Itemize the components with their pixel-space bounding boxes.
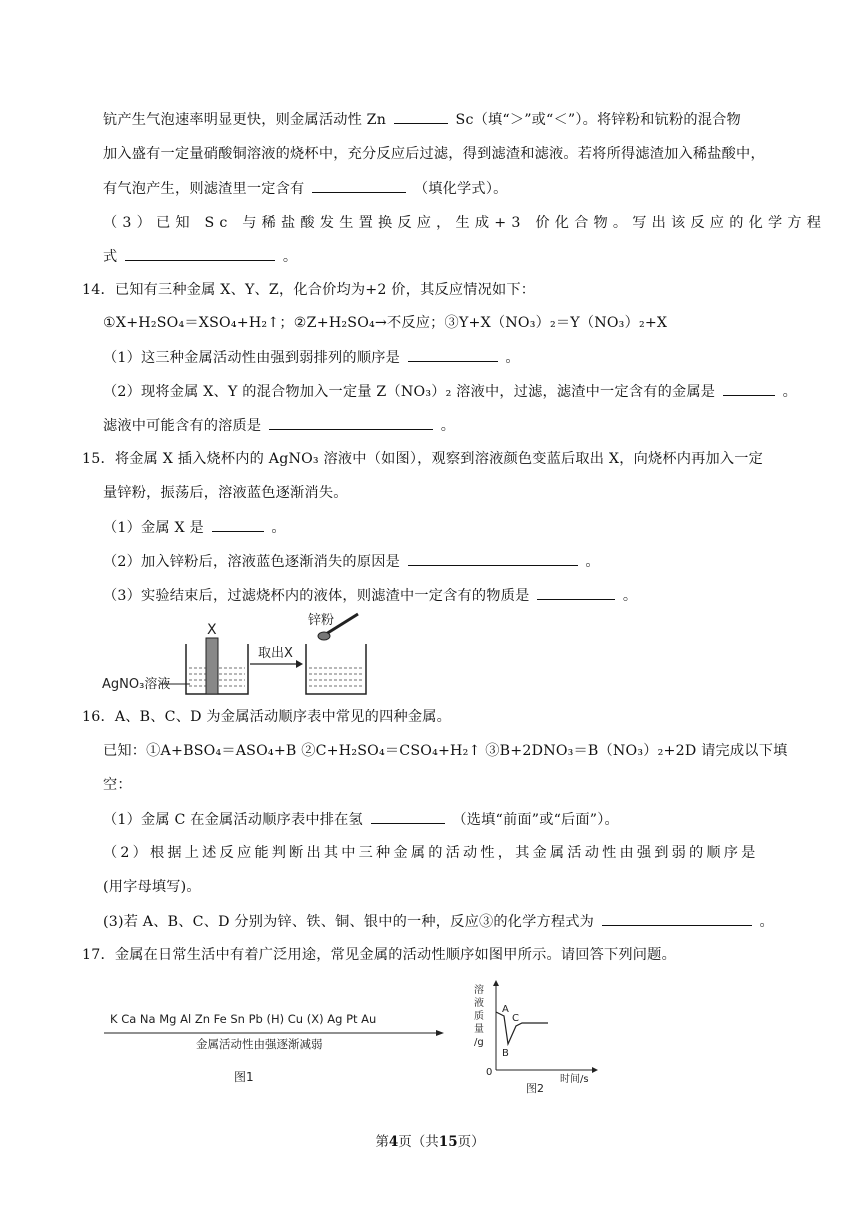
text: Sc（填“＞”或“＜”）。将锌粉和钪粉的混合物	[455, 112, 741, 128]
text: （1）这三种金属活动性由强到弱排列的顺序是	[103, 350, 400, 366]
question-15	[82, 449, 763, 469]
question-17	[82, 945, 676, 965]
text-line	[103, 551, 600, 572]
point-c-label: C	[512, 1013, 519, 1024]
text-line	[103, 877, 201, 897]
text: 已知：①A+BSO₄＝ASO₄+B ②C+H₂SO₄＝CSO₄+H₂↑ ③B+2DNO₃＝B（NO₃）₂+2D 请完成以下填	[103, 743, 788, 759]
text: （2）加入锌粉后，溶液蓝色逐渐消失的原因是	[103, 554, 400, 570]
answer-blank[interactable]	[408, 347, 498, 362]
text: （2）根据上述反应能判断出其中三种金属的活动性，其金属活动性由强到弱的顺序是	[103, 845, 759, 861]
origin-label: 0	[486, 1067, 493, 1078]
text-line	[103, 178, 508, 199]
text: ①X+H₂SO₄＝XSO₄+H₂↑；②Z+H₂SO₄→不反应；③Y+X（NO₃）₂＝Y（NO₃）₂+X	[103, 315, 668, 331]
text: 。	[282, 249, 298, 265]
text: （3）已知 Sc 与稀盐酸发生置换反应，生成+3 价化合物。写出该反应的化学方程	[103, 215, 827, 231]
text-line	[103, 843, 759, 863]
page-number: 4	[388, 1134, 399, 1150]
text: 。	[759, 914, 774, 930]
text: （1）金属 C 在金属活动顺序表中排在氢	[103, 812, 363, 828]
text: 。	[585, 554, 600, 570]
total-pages: 15	[438, 1134, 458, 1150]
y-axis-label	[474, 983, 484, 1048]
text: 。	[622, 588, 638, 604]
series-arrow-head	[436, 1030, 444, 1036]
footer-text: 第	[375, 1134, 389, 1150]
answer-blank[interactable]	[602, 911, 752, 926]
x-axis-label: 时间/s	[560, 1074, 589, 1085]
equation-line	[103, 313, 667, 333]
text: 有气泡产生，则滤渣里一定含有	[103, 181, 305, 197]
text-line	[103, 109, 741, 130]
text-line	[103, 381, 797, 402]
text: (3)若 A、B、C、D 分别为锌、铁、铜、银中的一种，反应③的化学方程式为	[103, 914, 595, 930]
answer-blank[interactable]	[394, 109, 448, 124]
text: 14．已知有三种金属 X、Y、Z，化合价均为+2 价，其反应情况如下：	[82, 282, 536, 298]
text: 加入盛有一定量硝酸铜溶液的烧杯中，充分反应后过滤，得到滤渣和滤液。若将所得滤渣加入稀盐酸中，	[103, 146, 765, 162]
solution-label: AgNO₃溶液	[102, 677, 171, 692]
beaker-diagram	[100, 612, 380, 702]
mass-time-figure	[474, 978, 604, 1096]
footer-text: 页）	[457, 1134, 485, 1150]
answer-blank[interactable]	[312, 178, 406, 193]
spoon-bowl	[318, 632, 330, 640]
text: 。	[782, 384, 797, 400]
metal-x-strip	[206, 638, 218, 694]
text-line	[103, 911, 774, 932]
solution-right	[309, 668, 363, 686]
answer-blank[interactable]	[212, 517, 264, 532]
figure2-caption: 图2	[526, 1082, 544, 1095]
arrow-label: 取出X	[258, 646, 293, 661]
text: （选填“前面”或“后面”）。	[452, 812, 619, 828]
svg-text:液: 液	[474, 998, 484, 1009]
series-arrow-caption: 金属活动性由强逐渐减弱	[196, 1037, 323, 1051]
metal-x-label: X	[207, 622, 217, 638]
mass-curve	[496, 1012, 548, 1044]
text: 式	[103, 249, 118, 265]
text: （填化学式）。	[413, 181, 508, 197]
text: （3）实验结束后，过滤烧杯内的液体，则滤渣中一定含有的物质是	[103, 588, 530, 604]
text: (用字母填写)。	[103, 879, 201, 895]
text: 空：	[103, 777, 132, 793]
text: 。	[440, 418, 456, 434]
svg-text:溶: 溶	[474, 985, 484, 996]
answer-blank[interactable]	[723, 381, 775, 396]
activity-series-figure	[104, 1003, 444, 1093]
text-line	[103, 144, 765, 164]
text: 17．金属在日常生活中有着广泛用途，常见金属的活动性顺序如图甲所示。请回答下列问题。	[82, 947, 676, 963]
point-a-label: A	[502, 1004, 509, 1015]
answer-blank[interactable]	[269, 415, 433, 430]
answer-blank[interactable]	[408, 551, 578, 566]
zinc-label: 锌粉	[308, 613, 335, 628]
beaker-figure	[100, 612, 380, 702]
answer-blank[interactable]	[125, 246, 275, 261]
x-axis-arrow	[592, 1067, 598, 1073]
metal-series-text: K Ca Na Mg Al Zn Fe Sn Pb (H) Cu (X) Ag Pt Au	[110, 1012, 377, 1026]
text: 15．将金属 X 插入烧杯内的 AgNO₃ 溶液中（如图），观察到溶液颜色变蓝后取出 X，向烧杯内再加入一定	[82, 451, 764, 467]
answer-blank[interactable]	[371, 809, 445, 824]
text-line	[103, 517, 286, 538]
text: （1）金属 X 是	[103, 520, 204, 536]
arrow-head	[296, 660, 303, 668]
page-footer	[0, 1130, 860, 1150]
activity-series-diagram	[104, 1003, 444, 1093]
text: 滤液中可能含有的溶质是	[103, 418, 262, 434]
svg-text:质: 质	[474, 1011, 484, 1022]
text-line	[103, 809, 619, 830]
text-line	[103, 585, 637, 606]
question-16	[82, 707, 451, 727]
svg-text:量: 量	[474, 1024, 484, 1035]
figure1-caption: 图1	[234, 1070, 254, 1084]
text-line	[103, 775, 132, 795]
y-axis-arrow	[493, 980, 499, 986]
text: 16．A、B、C、D 为金属活动顺序表中常见的四种金属。	[82, 709, 452, 725]
text-line	[103, 213, 826, 233]
footer-text: 页（共	[398, 1134, 439, 1150]
answer-blank[interactable]	[537, 585, 615, 600]
text: 。	[505, 350, 520, 366]
text-line	[103, 246, 297, 267]
mass-time-graph	[474, 978, 604, 1096]
text: （2）现将金属 X、Y 的混合物加入一定量 Z（NO₃）₂ 溶液中，过滤，滤渣中一定含有的金属是	[103, 384, 716, 400]
equation-line	[103, 741, 787, 761]
text-line	[103, 483, 348, 503]
text: 。	[271, 520, 286, 536]
text-line	[103, 415, 455, 436]
beaker-right	[306, 644, 366, 694]
text: 钪产生气泡速率明显更快，则金属活动性 Zn	[103, 112, 387, 128]
svg-text:/g: /g	[474, 1037, 484, 1048]
text-line	[103, 347, 520, 368]
point-b-label: B	[502, 1048, 509, 1059]
question-14	[82, 280, 535, 300]
text: 量锌粉，振荡后，溶液蓝色逐渐消失。	[103, 485, 348, 501]
